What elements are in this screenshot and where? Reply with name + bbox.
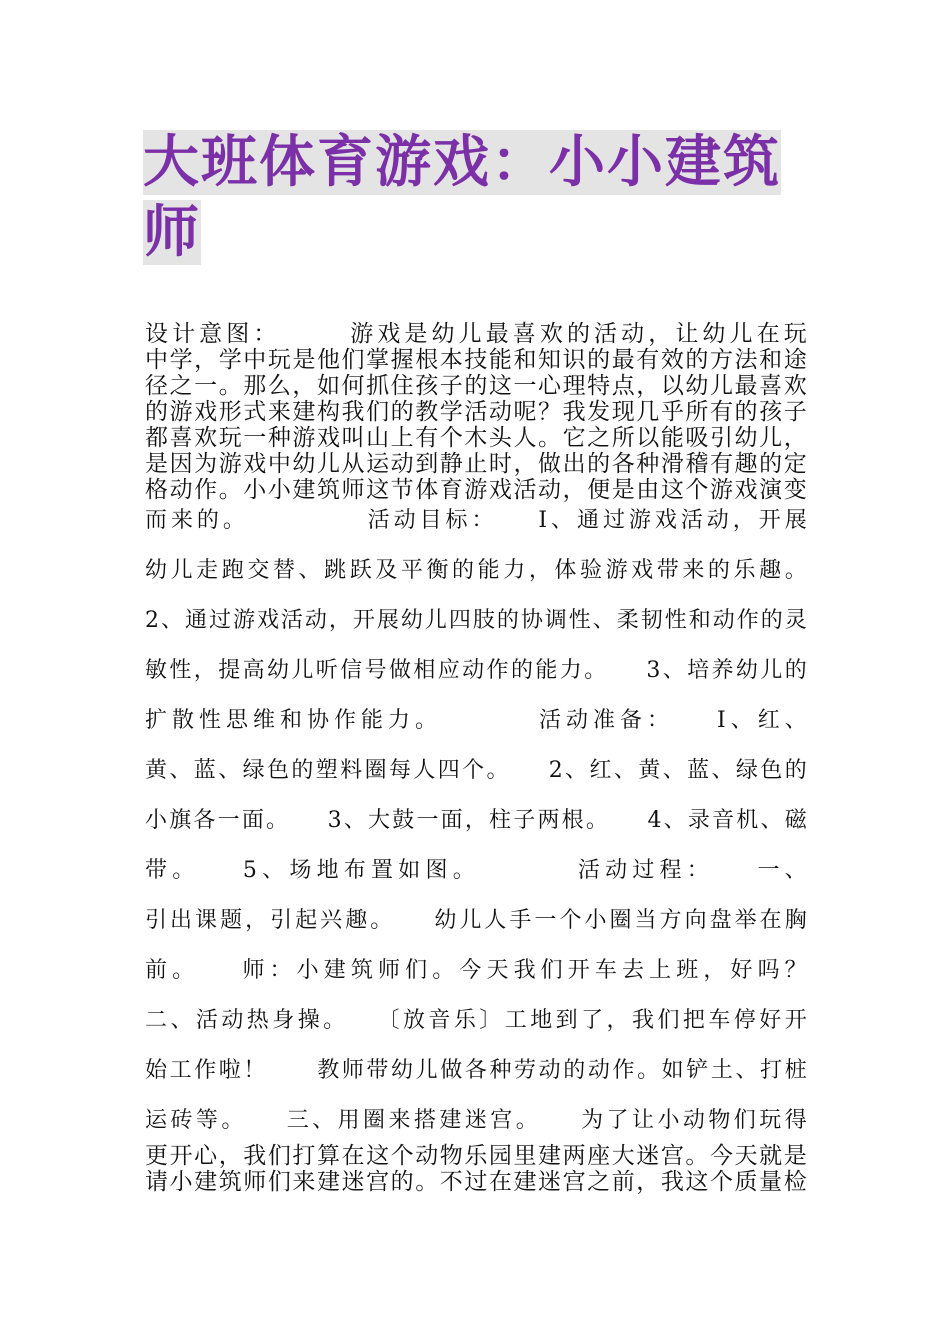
- text-line: 而来的。 活动目标： I、通过游戏活动，开展: [145, 508, 807, 533]
- text-line: 是因为游戏中幼儿从运动到静止时，做出的各种滑稽有趣的定: [145, 451, 807, 477]
- text-line: 设计意图： 游戏是幼儿最喜欢的活动，让幼儿在玩: [145, 321, 807, 347]
- text-line: 幼儿走跑交替、跳跃及平衡的能力，体验游戏带来的乐趣。: [145, 558, 807, 583]
- text-line: 扩散性思维和协作能力。 活动准备： I、红、: [145, 708, 807, 733]
- text-line: 更开心，我们打算在这个动物乐园里建两座大迷宫。今天就是: [145, 1143, 807, 1169]
- document-title: [143, 128, 808, 268]
- text-line: 格动作。小小建筑师这节体育游戏活动，便是由这个游戏演变: [145, 477, 807, 503]
- title-line-2: 师: [143, 200, 201, 265]
- text-line: 请小建筑师们来建迷宫的。不过在建迷宫之前，我这个质量检: [145, 1169, 807, 1195]
- text-line: 中学，学中玩是他们掌握根本技能和知识的最有效的方法和途: [145, 347, 807, 373]
- text-line: 引出课题，引起兴趣。 幼儿人手一个小圈当方向盘举在胸: [145, 908, 807, 933]
- paragraph-design-intent: [145, 321, 807, 503]
- text-line: 运砖等。 三、用圈来搭建迷宫。 为了让小动物们玩得: [145, 1108, 807, 1133]
- text-line: 径之一。那么，如何抓住孩子的这一心理特点，以幼儿最喜欢: [145, 373, 807, 399]
- text-line: 都喜欢玩一种游戏叫山上有个木头人。它之所以能吸引幼儿，: [145, 425, 807, 451]
- text-line: 的游戏形式来建构我们的教学活动呢？我发现几乎所有的孩子: [145, 399, 807, 425]
- text-line: 敏性，提高幼儿听信号做相应动作的能力。 3、培养幼儿的: [145, 658, 807, 683]
- title-line-1: 大班体育游戏：小小建筑: [143, 130, 781, 195]
- text-line: 2、通过游戏活动，开展幼儿四肢的协调性、柔韧性和动作的灵: [145, 608, 807, 633]
- text-line: 前。 师：小建筑师们。今天我们开车去上班，好吗？: [145, 958, 807, 983]
- paragraph-maze-intro: [145, 1143, 807, 1195]
- text-line: 二、活动热身操。 〔放音乐〕工地到了，我们把车停好开: [145, 1008, 807, 1033]
- text-line: 带。 5、场地布置如图。 活动过程： 一、: [145, 858, 807, 883]
- text-line: 小旗各一面。 3、大鼓一面，柱子两根。 4、录音机、磁: [145, 808, 807, 833]
- paragraph-activity-details: [145, 496, 807, 1146]
- text-line: 黄、蓝、绿色的塑料圈每人四个。 2、红、黄、蓝、绿色的: [145, 758, 807, 783]
- text-line: 始工作啦！ 教师带幼儿做各种劳动的动作。如铲土、打桩: [145, 1058, 807, 1083]
